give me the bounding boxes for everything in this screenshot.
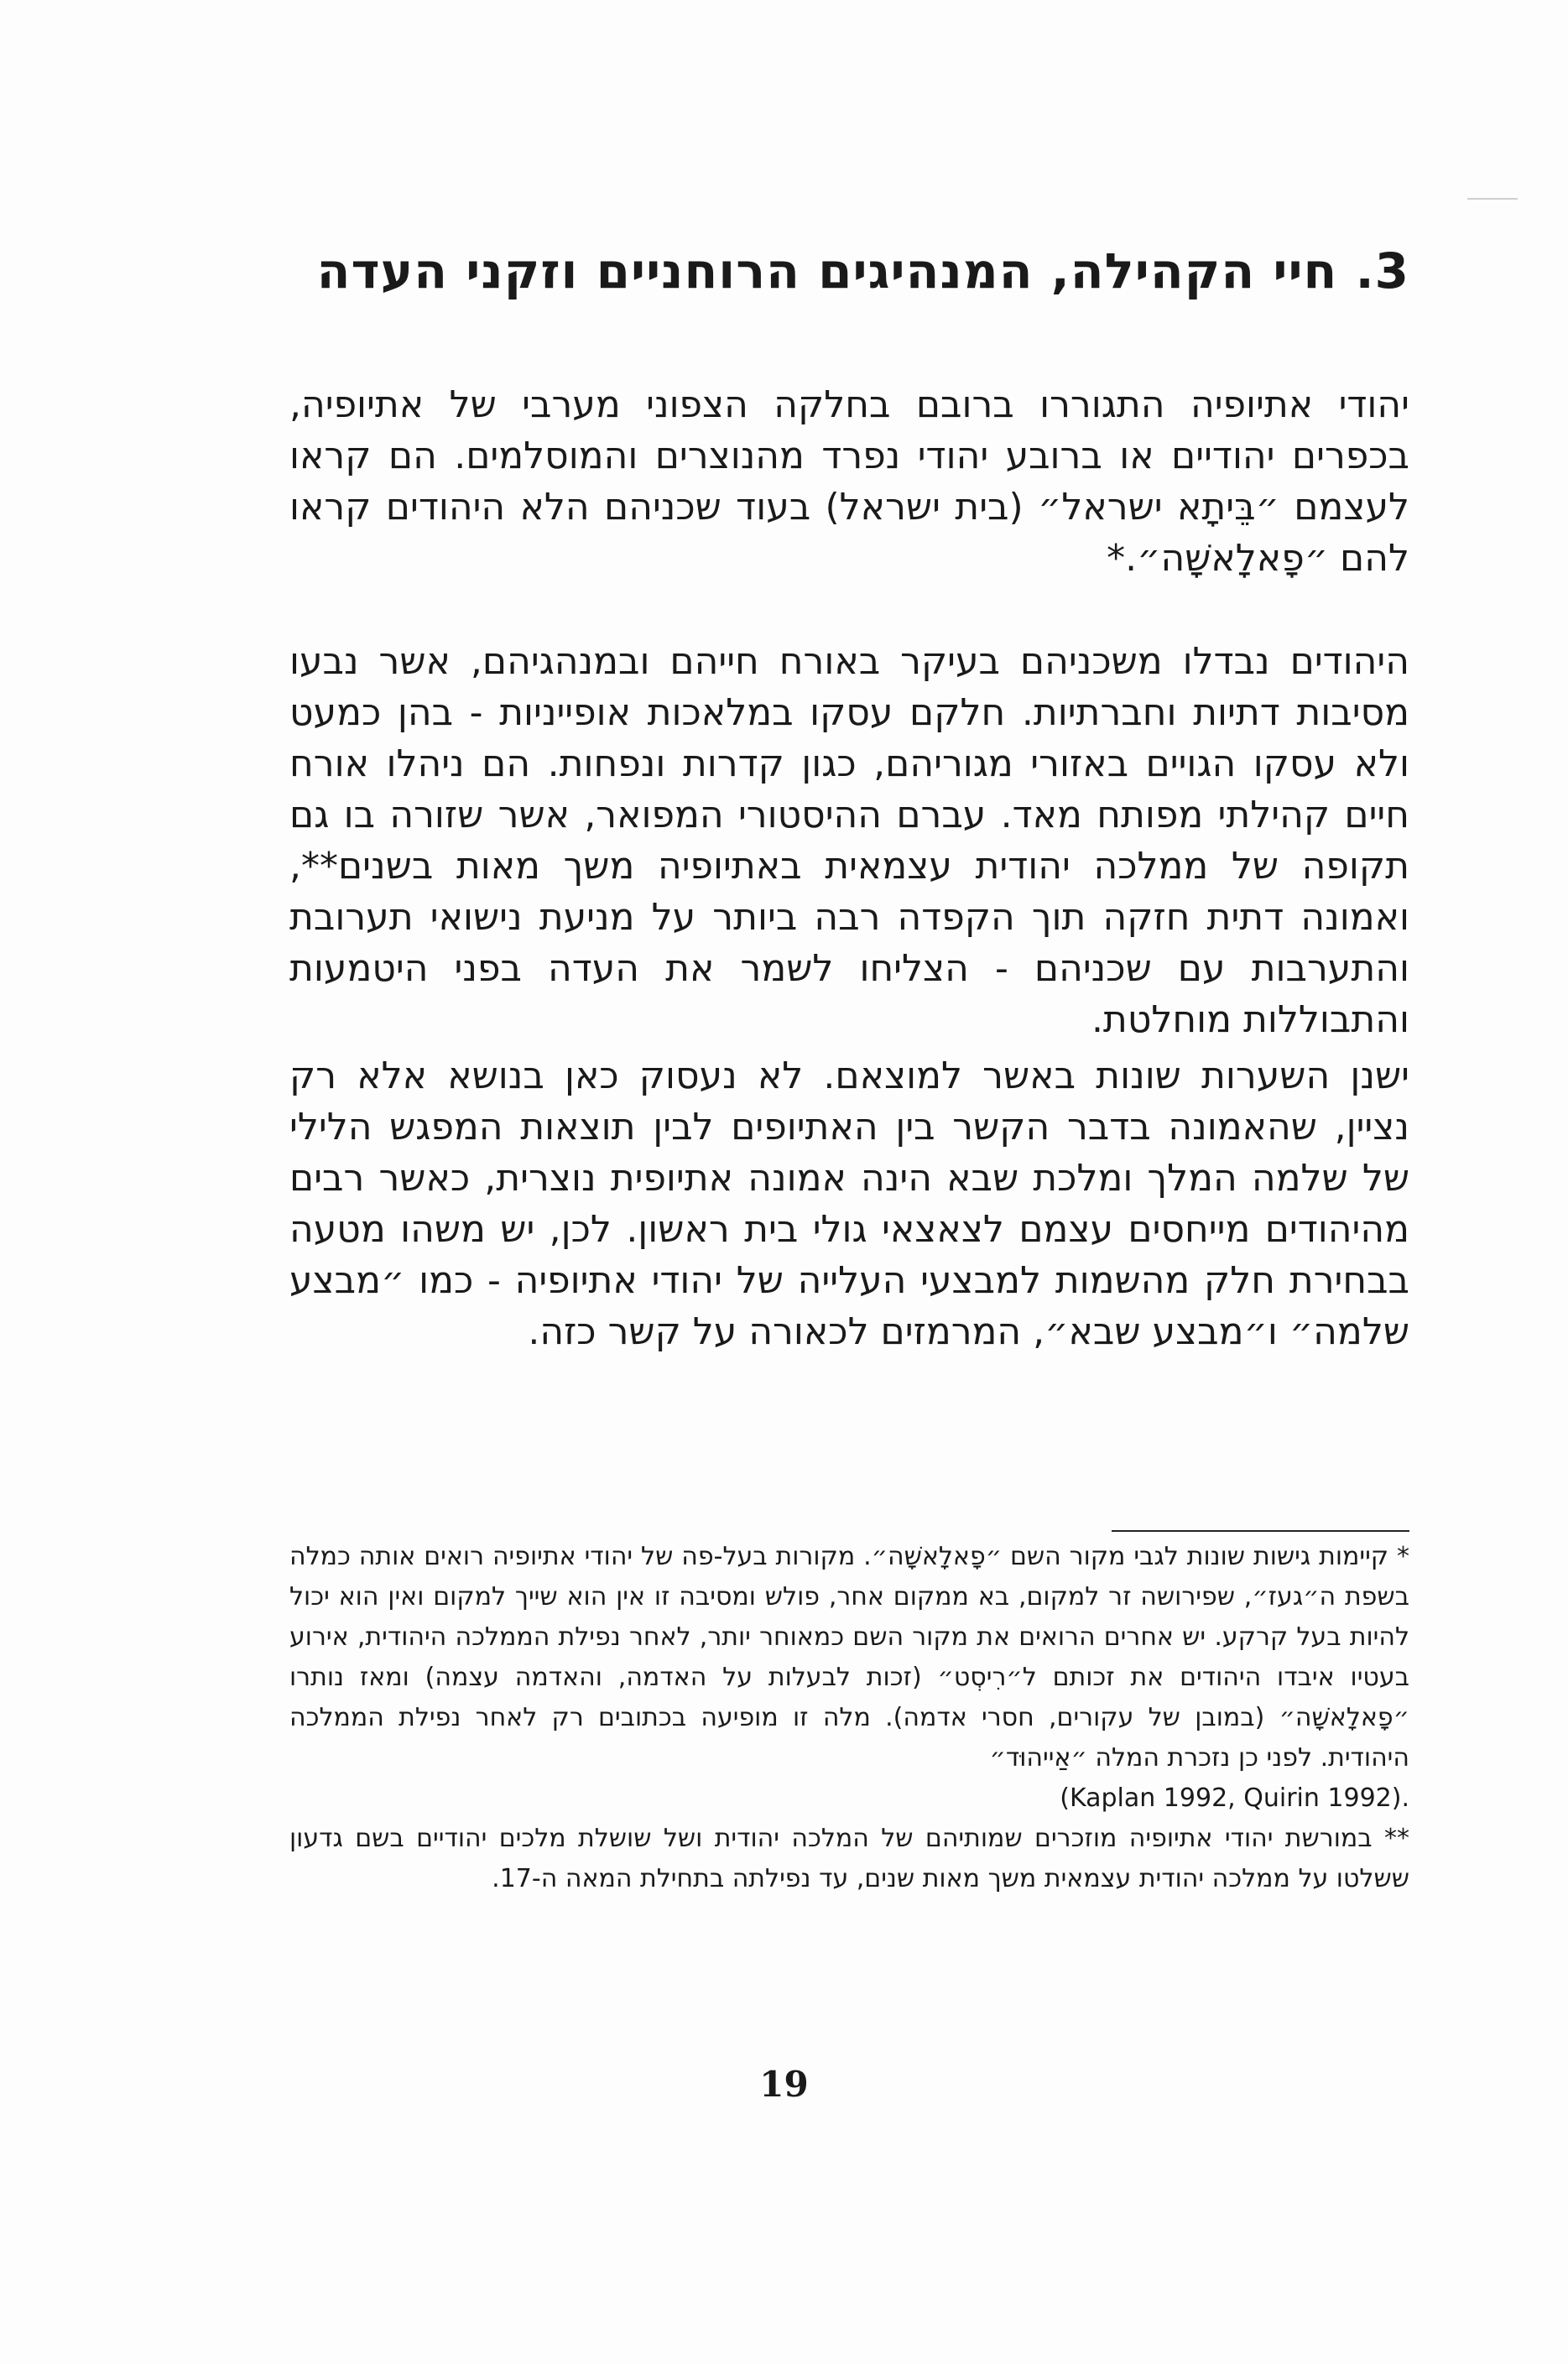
footnote-1-citation: (Kaplan 1992, Quirin 1992). [1060,1783,1409,1813]
section-title: 3. חיי הקהילה, המנהיגים הרוחניים וזקני העדה [316,242,1409,299]
footnote-1 [289,1537,1409,1819]
page-number: 19 [759,2064,809,2105]
page-edge-mark [1467,198,1518,200]
paragraph-community-life: היהודים נבדלו משכניהם בעיקר באורח חייהם ובמנהגיהם, אשר נבעו מסיבות דתיות וחברתיות. חלקם עסקו במלאכות אופייניות - בהן כמעט ולא עסקו הגויים באזורי מגוריהם, כגון קדרות ונפחות. הם ניהלו אורח חיים קהילתי מפותח מאד. עברם ההיסטורי המפואר, אשר שזורה בו גם תקופה של ממלכה יהודית עצמאית באתיופיה משך מאות בשנים**, ואמונה דתית חזקה תוך הקפדה רבה ביותר על מניעת נישואי תערובת והתערבות עם שכניהם - הצליחו לשמר את העדה בפני היטמעות והתבוללות מוחלטת. [289,640,1409,1041]
paragraph-origin-hypotheses: ישנן השערות שונות באשר למוצאם. לא נעסוק כאן בנושא אלא רק נציין, שהאמונה בדבר הקשר בין האתיופים לבין תוצאות המפגש הלילי של שלמה המלך ומלכת שבא הינה אמונה אתיופית נוצרית, כאשר רבים מהיהודים מייחסים עצמם לצאצאי גולי בית ראשון. לכן, יש משהו מטעה בבחירת חלק מהשמות למבצעי העלייה של יהודי אתיופיה - כמו ״מבצע שלמה״ ו״מבצע שבא״, המרמזים לכאורה על קשר כזה. [289,1054,1409,1353]
footnote-1-text: * קיימות גישות שונות לגבי מקור השם ״פָאלָאשָׁה״. מקורות בעל-פה של יהודי אתיופיה רואים אותה כמלה בשפת ה״געז״, שפירושה זר למקום, בא ממקום אחר, פולש ומסיבה זו אין הוא שייך למקום ואין הוא יכול להיות בעל קרקע. יש אחרים הרואים את מקור השם כמאוחר יותר, לאחר נפילת הממלכה היהודית, אירוע בעטיו איבדו היהודים את זכותם ל״רִיסְט״ (זכות לבעלות על האדמה, והאדמה עצמה) ומאז נותרו ״פָאלָאשָׁה״ (במובן של עקורים, חסרי אדמה). מלה זו מופיעה בכתובים רק לאחר נפילת הממלכה היהודית. לפני כן נזכרת המלה ״אַייהוּד״ [289,1542,1409,1773]
footnote-separator [1112,1530,1409,1532]
footnotes [289,1537,1409,1899]
footnote-2: ** במורשת יהודי אתיופיה מוזכרים שמותיהם של המלכה יהודית ושל שושלת מלכים יהודיים בשם גדעון ששלטו על ממלכה יהודית עצמאית משך מאות שנים, עד נפילתה בתחילת המאה ה-17. [289,1824,1409,1893]
paragraph-intro: יהודי אתיופיה התגוררו ברובם בחלקה הצפוני מערבי של אתיופיה, בכפרים יהודיים או ברובע יהודי נפרד מהנוצרים והמוסלמים. הם קראו לעצמם ״בֵּיתָא ישראל״ (בית ישראל) בעוד שכניהם הלא היהודים קראו להם ״פָאלָאשָׁה״.* [289,383,1409,580]
